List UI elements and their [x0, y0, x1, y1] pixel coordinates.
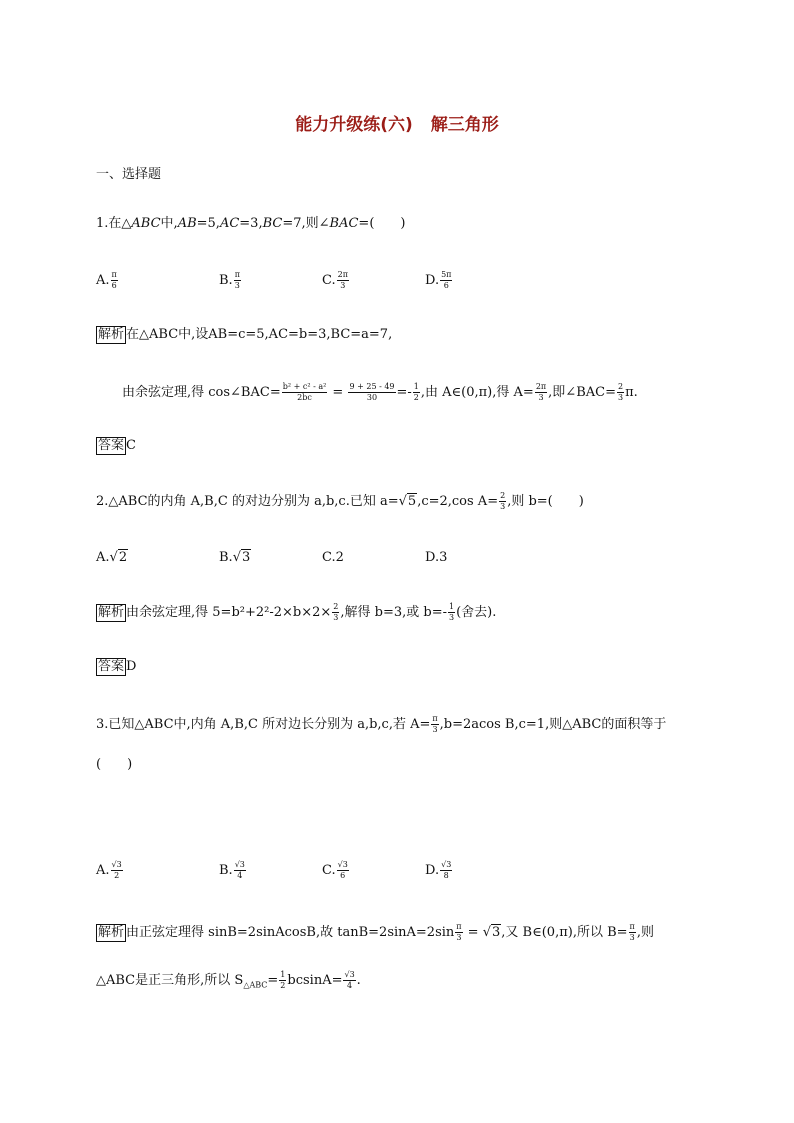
answer-tag: 答案: [98, 438, 125, 453]
q1-stem: 1.在△ABC中,AB=5,AC=3,BC=7,则∠BAC=( ): [96, 216, 406, 231]
q3-analysis: 解析 由正弦定理得 sinB=2sinAcosB,故 tanB=2sinA=2sin $\frac{\pi}{3}$ = √3,又 B∈(0,π),所以 B= $\frac{\pi}{3}$ ,则: [98, 922, 654, 942]
answer-tag: 答案: [98, 659, 125, 674]
q3-paren: ( ): [96, 757, 133, 772]
q3-option-c: C. $\frac{√3}{6}$: [322, 860, 348, 880]
page-title: [0, 110, 794, 135]
q3-option-d: D. $\frac{√3}{8}$: [425, 860, 452, 880]
q2-answer: 答案 D: [98, 659, 137, 674]
q2-option-a: A.√2: [96, 550, 128, 565]
q3-option-b: B. $\frac{√3}{4}$: [219, 860, 245, 880]
q2-option-d: D.3: [425, 550, 448, 565]
q1-option-b: B. $\frac{\pi}{3}$: [219, 270, 240, 290]
q3-option-a: A. $\frac{√3}{2}$: [96, 860, 122, 880]
q2-option-b: B.√3: [219, 550, 251, 565]
analysis-tag: 解析: [98, 327, 125, 342]
analysis-tag: 解析: [98, 925, 125, 940]
q2-option-c: C.2: [322, 550, 344, 565]
q1-option-c: C. $\frac{2\pi}{3}$: [322, 270, 348, 290]
title-sub: 解三角形: [430, 115, 499, 135]
title-main: 能力升级练(六): [295, 115, 413, 135]
q1-analysis: 解析 在△ABC中,设AB=c=5,AC=b=3,BC=a=7,: [98, 327, 393, 342]
q1-option-a: A. $\frac{\pi}{6}$: [96, 270, 117, 290]
q3-analysis-line2: △ABC是正三角形,所以 $S_{\triangle ABC}=$ $\frac{1}{2}$ bcsinA= $\frac{√3}{4}$ .: [96, 970, 361, 990]
q2-analysis: 解析 由余弦定理,得 5=b²+2²-2×b×2× $\frac{2}{3}$ ,解得 b=3,或 b=- $\frac{1}{3}$ (舍去).: [98, 602, 497, 622]
q1-option-d: D. $\frac{5\pi}{6}$: [425, 270, 452, 290]
q2-stem: 2.△ABC的内角 A,B,C 的对边分别为 a,b,c.已知 a=√5,c=2,cos A= $\frac{2}{3}$ ,则 b=( ): [96, 491, 584, 511]
q3-stem: 3.已知△ABC中,内角 A,B,C 所对边长分别为 a,b,c,若 A= $\frac{\pi}{3}$ ,b=2acos B,c=1,则△ABC的面积等于: [96, 714, 667, 734]
q1-derivation: 由余弦定理,得 cos∠BAC= $\frac{\text{b² + c² - a²}}{2bc}$ = $\frac{9 + 25 - 49}{30}$ =- $\frac{1}{2}$ ,由 A∈(0,π),得 A= $\frac{2\pi}{3}$ ,即∠BAC= $\frac{2}{3}$ π.: [122, 382, 638, 402]
analysis-tag: 解析: [98, 605, 125, 620]
q1-answer: 答案 C: [98, 438, 136, 453]
section-heading: 一、选择题: [96, 167, 162, 182]
